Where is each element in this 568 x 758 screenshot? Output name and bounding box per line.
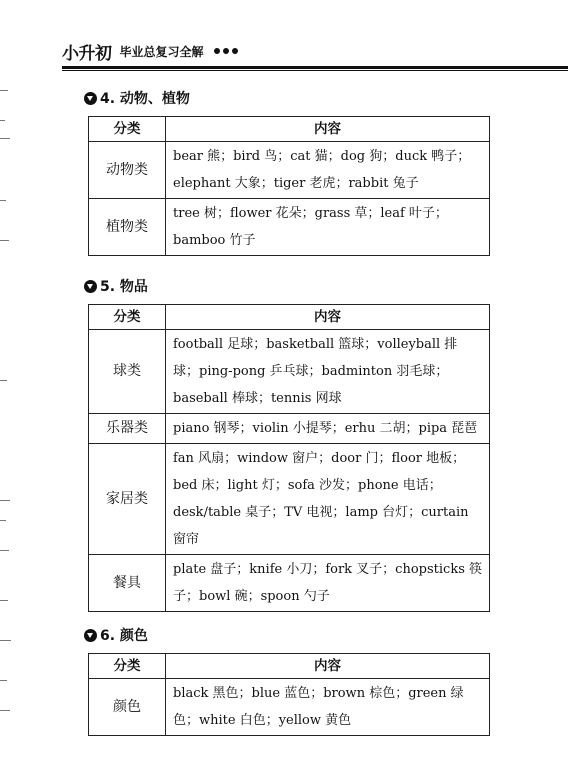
section-marker-icon (84, 629, 97, 642)
dot-icon (214, 48, 220, 54)
column-header-category: 分类 (89, 117, 166, 142)
content-cell: tree 树；flower 花朵；grass 草；leaf 叶子；bamboo 竹子 (166, 199, 490, 256)
table-row (89, 444, 490, 555)
table-row (89, 414, 490, 444)
table-header-row (89, 305, 490, 330)
category-cell: 颜色 (89, 679, 166, 736)
scan-edge-marks (0, 80, 12, 740)
section-title-animals-plants (84, 88, 190, 108)
header-rule-thin (62, 70, 568, 71)
section-title-text: 5. 物品 (100, 279, 148, 295)
section-marker-icon (84, 280, 97, 293)
dot-icon (223, 48, 229, 54)
table-animals-plants (88, 116, 490, 256)
dot-icon (232, 48, 238, 54)
content-cell: bear 熊；bird 鸟；cat 猫；dog 狗；duck 鸭子；elephant 大象；tiger 老虎；rabbit 兔子 (166, 142, 490, 199)
column-header-category: 分类 (89, 305, 166, 330)
book-subtitle: 毕业总复习全解 (119, 44, 204, 59)
table-row (89, 330, 490, 414)
section-title-colors (84, 625, 148, 645)
section-marker-icon (84, 92, 97, 105)
section-title-text: 4. 动物、植物 (100, 91, 190, 107)
category-cell: 餐具 (89, 555, 166, 612)
section-title-text: 6. 颜色 (100, 628, 148, 644)
category-cell: 植物类 (89, 199, 166, 256)
table-row (89, 199, 490, 256)
category-cell: 乐器类 (89, 414, 166, 444)
table-header-row (89, 117, 490, 142)
header-rule (62, 66, 568, 69)
page-header (62, 40, 238, 62)
content-cell: plate 盘子；knife 小刀；fork 叉子；chopsticks 筷子；bowl 碗；spoon 勺子 (166, 555, 490, 612)
table-row (89, 679, 490, 736)
category-cell: 家居类 (89, 444, 166, 555)
category-cell: 球类 (89, 330, 166, 414)
column-header-content: 内容 (166, 305, 490, 330)
table-objects (88, 304, 490, 612)
table-row (89, 555, 490, 612)
decorative-dots (214, 48, 238, 54)
table-row (89, 142, 490, 199)
table-colors (88, 653, 490, 736)
column-header-content: 内容 (166, 654, 490, 679)
table-header-row (89, 654, 490, 679)
content-cell: fan 风扇；window 窗户；door 门；floor 地板；bed 床；light 灯；sofa 沙发；phone 电话；desk/table 桌子；TV 电视；lamp 台灯；curtain 窗帘 (166, 444, 490, 555)
category-cell: 动物类 (89, 142, 166, 199)
content-cell: piano 钢琴；violin 小提琴；erhu 二胡；pipa 琵琶 (166, 414, 490, 444)
column-header-category: 分类 (89, 654, 166, 679)
section-title-objects (84, 276, 148, 296)
book-brand: 小升初 (62, 43, 112, 64)
column-header-content: 内容 (166, 117, 490, 142)
content-cell: black 黑色；blue 蓝色；brown 棕色；green 绿色；white 白色；yellow 黄色 (166, 679, 490, 736)
content-cell: football 足球；basketball 篮球；volleyball 排球；ping-pong 乒乓球；badminton 羽毛球；baseball 棒球；tennis 网球 (166, 330, 490, 414)
